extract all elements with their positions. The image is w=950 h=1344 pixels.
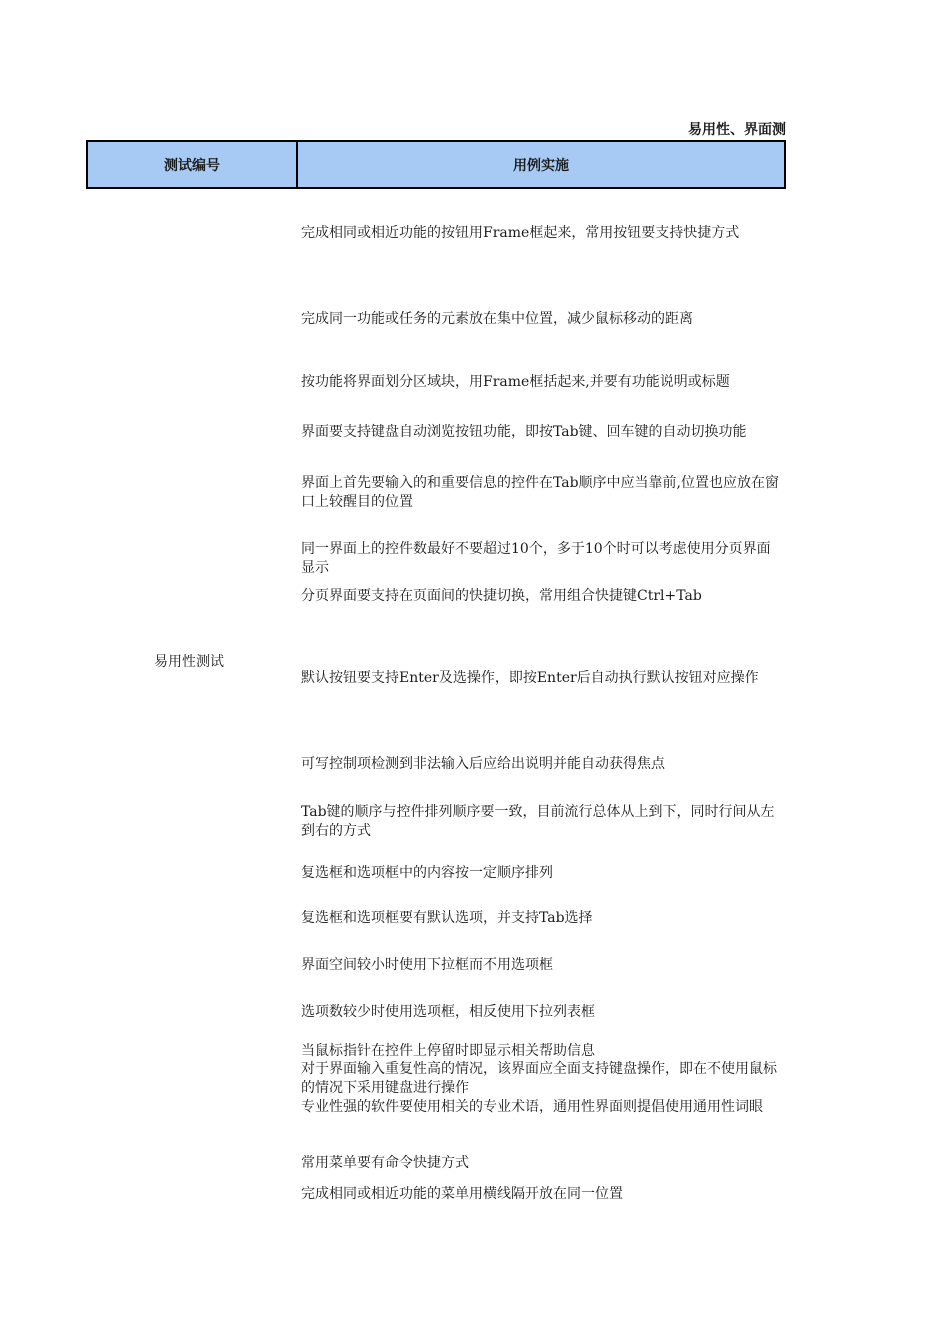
test-case-item: 完成相同或相近功能的菜单用横线隔开放在同一位置 <box>301 1186 623 1202</box>
test-case-item: Tab键的顺序与控件排列顺序要一致，目前流行总体从上到下，同时行间从左到右的方式 <box>301 804 775 839</box>
table-header-row <box>86 140 786 189</box>
test-case-item: 界面空间较小时使用下拉框而不用选项框 <box>301 957 553 973</box>
test-case-item: 完成同一功能或任务的元素放在集中位置，减少鼠标移动的距离 <box>301 311 693 327</box>
test-case-item: 分页界面要支持在页面间的快捷切换，常用组合快捷键Ctrl+Tab <box>301 588 702 604</box>
column-header-implementation: 用例实施 <box>513 157 569 174</box>
test-case-item: 界面上首先要输入的和重要信息的控件在Tab顺序中应当靠前,位置也应放在窗口上较醒目的位置 <box>301 475 780 510</box>
test-case-item: 完成相同或相近功能的按钮用Frame框起来，常用按钮要支持快捷方式 <box>301 225 740 241</box>
test-case-item: 专业性强的软件要使用相关的专业术语，通用性界面则提倡使用通用性词眼 <box>301 1099 763 1115</box>
column-header-test-id: 测试编号 <box>88 142 298 187</box>
test-case-item: 可写控制项检测到非法输入后应给出说明并能自动获得焦点 <box>301 756 665 772</box>
test-category-cell: 易用性测试 <box>154 654 224 670</box>
test-case-item: 同一界面上的控件数最好不要超过10个，多于10个时可以考虑使用分页界面显示 <box>301 541 771 576</box>
test-case-item: 选项数较少时使用选项框，相反使用下拉列表框 <box>301 1004 595 1020</box>
test-case-item: 按功能将界面划分区域块，用Frame框括起来,并要有功能说明或标题 <box>301 374 730 390</box>
test-case-item: 对于界面输入重复性高的情况，该界面应全面支持键盘操作，即在不使用鼠标的情况下采用键盘进行操作 <box>301 1061 777 1096</box>
test-case-item: 当鼠标指针在控件上停留时即显示相关帮助信息 <box>301 1043 595 1059</box>
test-case-item: 复选框和选项框中的内容按一定顺序排列 <box>301 865 553 881</box>
test-case-item: 界面要支持键盘自动浏览按钮功能，即按Tab键、回车键的自动切换功能 <box>301 424 747 440</box>
test-case-item: 复选框和选项框要有默认选项，并支持Tab选择 <box>301 910 593 926</box>
test-case-item: 默认按钮要支持Enter及选操作，即按Enter后自动执行默认按钮对应操作 <box>301 670 759 686</box>
sheet-title: 易用性、界面测 <box>688 122 786 138</box>
test-case-item: 常用菜单要有命令快捷方式 <box>301 1155 469 1171</box>
